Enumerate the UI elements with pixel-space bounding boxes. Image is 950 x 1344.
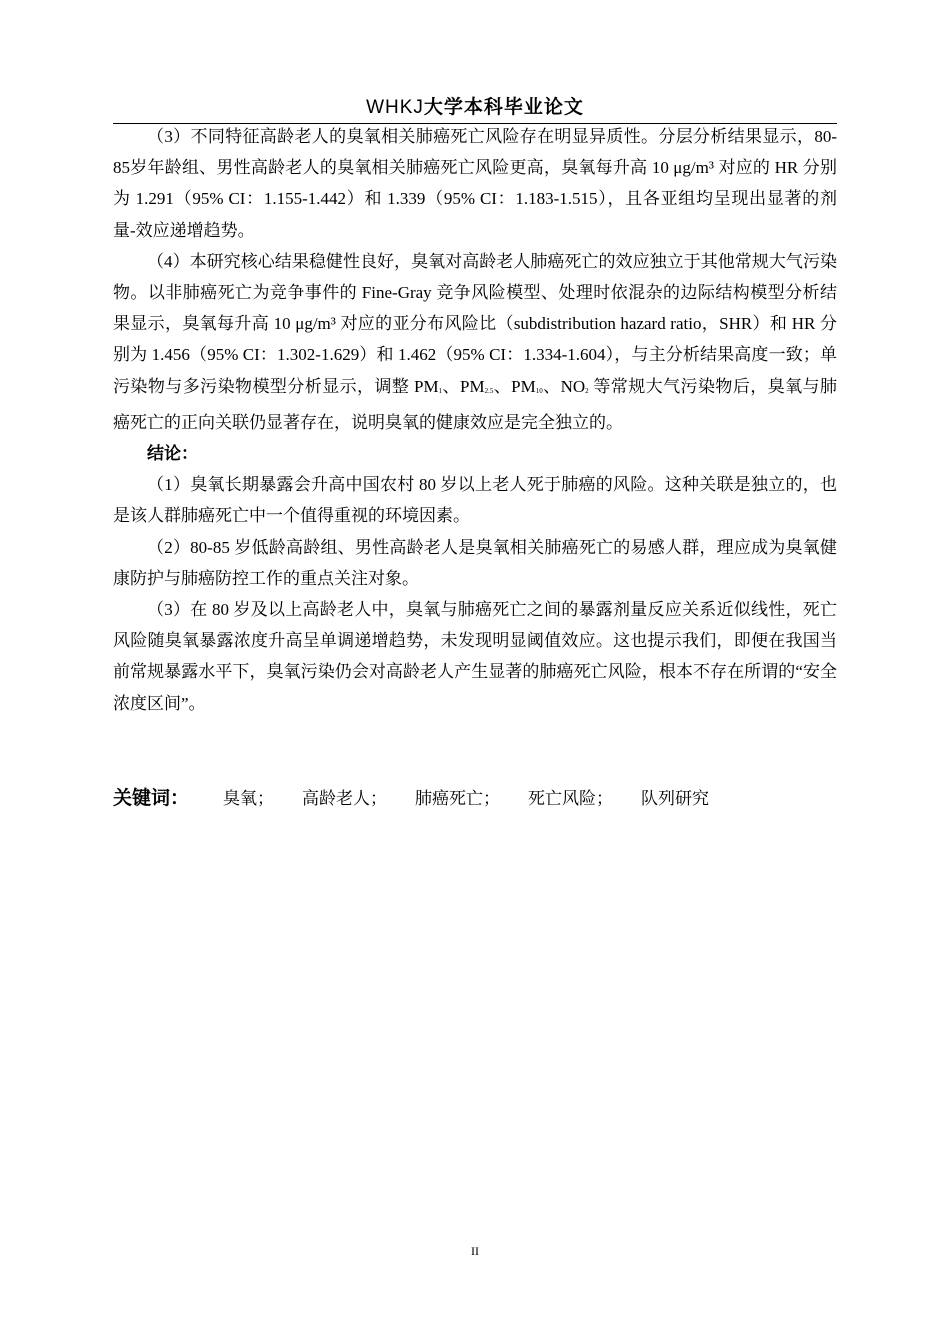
pm25-subscript: 2.5 [484,386,494,395]
keyword-item: 队列研究 [641,789,710,809]
result-paragraph-3: （3）不同特征高龄老人的臭氧相关肺癌死亡风险存在明显异质性。分层分析结果显示，80-85岁年龄组、男性高龄老人的臭氧相关肺癌死亡风险更高，臭氧每升高 10 μg/m³ 对应的 HR 分别为 1.291（95% CI：1.155-1.442）和 1.339（95% CI：1.183-1.515），且各亚组均呈现出显著的剂量-效应递增趋势。 [113,127,837,240]
conclusion-paragraph-3: （3）在 80 岁及以上高龄老人中，臭氧与肺癌死亡之间的暴露剂量反应关系近似线性，死亡风险随臭氧暴露浓度升高呈单调递增趋势，未发现明显阈值效应。这也提示我们，即便在我国当前常规暴露水平下，臭氧污染仍会对高龄老人产生显著的肺癌死亡风险，根本不存在所谓的“安全浓度区间”。 [113,600,837,713]
result-4-part-d: 、NO [542,376,586,396]
pm1-subscript: 1 [438,386,443,395]
conclusion-paragraph-2: （2）80-85 岁低龄高龄组、男性高龄老人是臭氧相关肺癌死亡的易感人群，理应成为臭氧健康防护与肺癌防控工作的重点关注对象。 [113,537,837,588]
result-4-part-c: 、PM [493,376,536,396]
page-number: II [471,1244,479,1258]
keywords-label: 关键词： [113,787,190,809]
result-4-part-a: （4）本研究核心结果稳健性良好，臭氧对高龄老人肺癌死亡的效应独立于其他常规大气污染物。以非肺癌死亡为竞争事件的 Fine-Gray 竞争风险模型、处理时依混杂的边际结构模型分析结果显示，臭氧每升高 10 μg/m³ 对应的亚分布风险比（subdistribution hazard ratio，SHR）和 HR 分别为 1.456（95% CI：1.302-1.629）和 1.462（95% CI：1.334-1.604），与主分析结果高度一致；单污染物与多污染物模型分析显示，调整 PM [113,251,837,396]
result-paragraph-4 [113,246,837,438]
header-title: 大学本科毕业论文 [423,96,584,118]
page-header [113,93,837,123]
no2-subscript: 2 [585,386,589,395]
keywords-line [113,783,837,813]
result-4-part-b: 、PM [442,376,485,396]
keyword-item: 死亡风险； [528,789,614,809]
abstract-body [113,121,837,719]
keyword-item: 肺癌死亡； [415,789,501,809]
keyword-item: 高龄老人； [302,789,388,809]
pm10-subscript: 10 [535,386,543,395]
conclusion-heading: 结论： [147,444,198,464]
keyword-item: 臭氧； [223,789,275,809]
result-4-part-e: 等常规大气污染物后，臭氧与肺癌死亡的正向关联仍显著存在，说明臭氧的健康效应是完全独立的。 [113,376,837,432]
header-latin: WHKJ [366,97,424,118]
conclusion-paragraph-1: （1）臭氧长期暴露会升高中国农村 80 岁以上老人死于肺癌的风险。这种关联是独立的，也是该人群肺癌死亡中一个值得重视的环境因素。 [113,475,837,526]
